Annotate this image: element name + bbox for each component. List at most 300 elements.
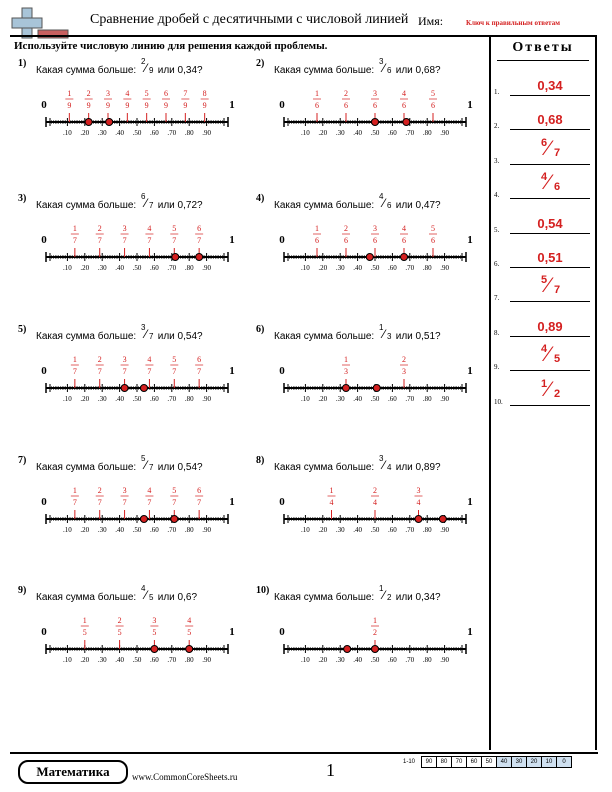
fraction-tick-numerator: 8 xyxy=(202,89,207,98)
fraction-tick-numerator: 1 xyxy=(315,89,319,98)
fraction-tick-numerator: 4 xyxy=(402,224,406,233)
number-line-start-label: 0 xyxy=(41,626,47,638)
fraction-tick-denominator: 6 xyxy=(344,236,348,245)
fraction-tick-4 xyxy=(145,486,153,519)
value-dot xyxy=(121,385,128,392)
decimal-tick-label: .30 xyxy=(335,264,345,272)
problem-number: 5) xyxy=(18,324,27,335)
number-line-start-label: 0 xyxy=(41,99,47,111)
fraction-tick-denominator: 5 xyxy=(152,628,157,637)
fraction-tick-1 xyxy=(328,486,336,519)
answer-row-7 xyxy=(494,274,592,304)
fraction-tick-numerator: 1 xyxy=(329,486,334,495)
decimal-tick-label: .80 xyxy=(184,129,194,137)
answer-line xyxy=(510,370,590,371)
answer-row-3 xyxy=(494,134,592,167)
answer-number: 7. xyxy=(494,294,500,303)
number-line-start-label: 0 xyxy=(41,365,47,377)
fraction-slash: ⁄ xyxy=(382,458,385,472)
answer-fraction-denominator: 6 xyxy=(554,181,561,194)
decimal-tick-label: .20 xyxy=(318,264,328,272)
fraction-tick-numerator: 2 xyxy=(97,355,102,364)
score-cell: 60 xyxy=(467,757,482,768)
answer-line xyxy=(510,95,590,96)
answer-row-4 xyxy=(494,171,592,201)
answer-line xyxy=(510,336,590,337)
fraction-tick-5 xyxy=(429,89,437,122)
fraction-tick-3 xyxy=(371,224,379,257)
fraction-tick-denominator: 7 xyxy=(122,367,127,376)
fraction-slash: ⁄ xyxy=(382,588,385,602)
fraction-tick-denominator: 7 xyxy=(122,498,127,507)
question-fraction xyxy=(139,57,155,75)
fraction-tick-6 xyxy=(195,355,203,388)
fraction-slash: ⁄ xyxy=(144,61,147,75)
fraction-tick-1 xyxy=(71,486,79,519)
answer-fraction-numerator: 1 xyxy=(541,377,548,390)
decimal-tick-label: .20 xyxy=(318,395,328,403)
value-dot xyxy=(151,646,158,653)
fraction-tick-numerator: 5 xyxy=(144,89,149,98)
fraction-slash: ⁄ xyxy=(144,458,147,472)
value-dot xyxy=(85,119,92,126)
value-dot xyxy=(342,385,349,392)
fraction-tick-denominator: 7 xyxy=(147,236,152,245)
number-line-end-label: 1 xyxy=(467,234,473,246)
fraction-denominator: 6 xyxy=(386,201,392,210)
value-dot xyxy=(140,516,147,523)
number-line-start-label: 0 xyxy=(279,626,285,638)
problem-3 xyxy=(18,193,248,303)
fraction-slash: ⁄ xyxy=(144,196,147,210)
fraction-tick-denominator: 3 xyxy=(344,367,348,376)
decimal-tick-label: .40 xyxy=(353,264,362,272)
fraction-tick-5 xyxy=(170,355,178,388)
decimal-tick-label: .10 xyxy=(63,656,72,664)
problem-number: 1) xyxy=(18,58,27,69)
fraction-tick-3 xyxy=(121,224,129,257)
fraction-tick-denominator: 5 xyxy=(187,628,192,637)
fraction-tick-2 xyxy=(96,355,104,388)
fraction-tick-numerator: 3 xyxy=(416,486,421,495)
number-line-end-label: 1 xyxy=(229,626,235,638)
problem-8 xyxy=(256,455,486,565)
site-url: www.CommonCoreSheets.ru xyxy=(132,772,238,782)
fraction-tick-4 xyxy=(145,355,153,388)
fraction-tick-4 xyxy=(123,89,131,122)
fraction-tick-numerator: 6 xyxy=(197,355,202,364)
question-prefix: Какая сумма больше: xyxy=(274,462,375,473)
fraction-numerator: 4 xyxy=(140,584,146,593)
fraction-tick-numerator: 3 xyxy=(122,355,127,364)
answer-number: 5. xyxy=(494,225,500,234)
fraction-tick-3 xyxy=(104,89,112,122)
decimal-tick-label: .30 xyxy=(335,395,345,403)
fraction-tick-numerator: 3 xyxy=(373,89,377,98)
answer-line xyxy=(510,129,590,130)
score-cell: 80 xyxy=(437,757,452,768)
fraction-tick-denominator: 7 xyxy=(97,236,102,245)
decimal-tick-label: .50 xyxy=(132,264,142,272)
fraction-tick-3 xyxy=(150,616,158,649)
decimal-tick-label: .50 xyxy=(370,395,380,403)
fraction-tick-numerator: 2 xyxy=(344,89,348,98)
fraction-tick-numerator: 5 xyxy=(431,89,435,98)
fraction-slash: ⁄ xyxy=(144,327,147,341)
fraction-tick-3 xyxy=(121,486,129,519)
fraction-tick-4 xyxy=(400,224,408,257)
fraction-denominator: 7 xyxy=(148,463,154,472)
fraction-tick-numerator: 3 xyxy=(152,616,157,625)
decimal-tick-label: .50 xyxy=(370,526,380,534)
answer-value: 0,68 xyxy=(537,112,563,128)
fraction-tick-numerator: 4 xyxy=(402,89,406,98)
number-line-end-label: 1 xyxy=(229,234,235,246)
answer-row-2 xyxy=(494,102,592,132)
answer-line xyxy=(510,233,590,234)
question-prefix: Какая сумма больше: xyxy=(36,200,137,211)
decimal-tick-label: .90 xyxy=(202,526,211,534)
fraction-tick-denominator: 6 xyxy=(373,236,377,245)
answer-fraction-denominator: 2 xyxy=(554,387,561,400)
fraction-tick-5 xyxy=(170,486,178,519)
fraction-tick-numerator: 1 xyxy=(82,616,87,625)
fraction-tick-4 xyxy=(145,224,153,257)
question-fraction xyxy=(377,584,393,602)
score-cell: 30 xyxy=(512,757,527,768)
fraction-numerator: 6 xyxy=(140,192,146,201)
answer-fraction-numerator: 4 xyxy=(541,343,548,356)
number-line xyxy=(256,84,486,146)
decimal-tick-label: .90 xyxy=(440,395,449,403)
score-cell: 0 xyxy=(557,757,572,768)
problem-number: 8) xyxy=(256,455,265,466)
fraction-numerator: 1 xyxy=(378,323,384,332)
value-dot xyxy=(372,646,379,653)
decimal-tick-label: .20 xyxy=(80,656,90,664)
fraction-tick-denominator: 6 xyxy=(402,101,406,110)
decimal-tick-label: .20 xyxy=(318,656,328,664)
problem-number: 6) xyxy=(256,324,265,335)
decimal-tick-label: .40 xyxy=(115,395,124,403)
decimal-tick-label: .10 xyxy=(301,656,310,664)
fraction-tick-5 xyxy=(170,224,178,257)
fraction-tick-denominator: 7 xyxy=(72,498,77,507)
fraction-tick-4 xyxy=(400,89,408,122)
fraction-tick-1 xyxy=(71,355,79,388)
problem-question xyxy=(36,192,203,211)
number-line-end-label: 1 xyxy=(467,626,473,638)
fraction-tick-numerator: 2 xyxy=(344,224,348,233)
question-fraction xyxy=(377,454,393,472)
value-dot xyxy=(172,254,179,261)
number-line xyxy=(256,350,486,412)
score-row xyxy=(397,757,572,768)
score-cell: 20 xyxy=(527,757,542,768)
fraction-denominator: 4 xyxy=(386,463,392,472)
decimal-tick-label: .70 xyxy=(405,656,415,664)
decimal-tick-label: .90 xyxy=(202,129,211,137)
question-prefix: Какая сумма больше: xyxy=(36,592,137,603)
answer-number: 1. xyxy=(494,88,500,96)
question-fraction xyxy=(139,584,155,602)
value-dot xyxy=(401,254,408,261)
decimal-tick-label: .60 xyxy=(150,656,159,664)
fraction-tick-denominator: 7 xyxy=(97,367,102,376)
problem-question xyxy=(274,454,441,473)
question-fraction xyxy=(139,192,155,210)
decimal-tick-label: .30 xyxy=(335,656,345,664)
header-divider xyxy=(10,35,490,37)
fraction-tick-numerator: 5 xyxy=(172,355,177,364)
answer-number: 9. xyxy=(494,363,500,372)
decimal-tick-label: .80 xyxy=(184,656,194,664)
problem-question xyxy=(36,57,203,76)
decimal-tick-label: .80 xyxy=(422,129,432,137)
question-fraction xyxy=(377,323,393,341)
decimal-tick-label: .80 xyxy=(184,526,194,534)
decimal-tick-label: .70 xyxy=(167,526,177,534)
fraction-tick-2 xyxy=(85,89,93,122)
answer-key-label: Ключ к правильным ответам xyxy=(466,19,560,27)
decimal-tick-label: .70 xyxy=(405,526,415,534)
fraction-tick-numerator: 1 xyxy=(344,355,348,364)
fraction-tick-6 xyxy=(162,89,170,122)
decimal-tick-label: .70 xyxy=(405,395,415,403)
fraction-tick-denominator: 9 xyxy=(164,101,168,110)
fraction-slash: ⁄ xyxy=(382,61,385,75)
decimal-tick-label: .70 xyxy=(167,395,177,403)
question-fraction xyxy=(139,323,155,341)
decimal-tick-label: .40 xyxy=(115,656,124,664)
decimal-tick-label: .50 xyxy=(132,129,142,137)
question-decimal: или 0,6? xyxy=(157,592,198,603)
fraction-tick-numerator: 1 xyxy=(72,486,77,495)
decimal-tick-label: .30 xyxy=(97,656,107,664)
problem-6 xyxy=(256,324,486,434)
fraction-tick-denominator: 6 xyxy=(344,101,348,110)
fraction-tick-numerator: 2 xyxy=(117,616,122,625)
question-decimal: или 0,51? xyxy=(395,331,441,342)
value-dot xyxy=(373,385,380,392)
fraction-tick-denominator: 4 xyxy=(416,498,421,507)
number-line-start-label: 0 xyxy=(41,496,47,508)
answer-number: 10. xyxy=(494,397,503,406)
answer-number: 2. xyxy=(494,122,500,131)
fraction-tick-numerator: 2 xyxy=(97,486,102,495)
problem-question xyxy=(274,57,441,76)
decimal-tick-label: .10 xyxy=(301,264,310,272)
answer-row-10 xyxy=(494,375,592,408)
decimal-tick-label: .40 xyxy=(115,264,124,272)
problem-number: 10) xyxy=(256,585,270,596)
fraction-tick-3 xyxy=(371,89,379,122)
problem-1 xyxy=(18,58,248,168)
decimal-tick-label: .50 xyxy=(370,656,380,664)
fraction-tick-1 xyxy=(65,89,73,122)
value-dot xyxy=(403,119,410,126)
value-dot xyxy=(344,646,351,653)
fraction-tick-1 xyxy=(313,89,321,122)
question-prefix: Какая сумма больше: xyxy=(36,331,137,342)
page-number: 1 xyxy=(326,760,335,780)
score-cell: 90 xyxy=(422,757,437,768)
question-prefix: Какая сумма больше: xyxy=(274,592,375,603)
decimal-tick-label: .60 xyxy=(388,264,397,272)
answer-fraction-slash: ⁄ xyxy=(546,341,550,367)
decimal-tick-label: .60 xyxy=(150,264,159,272)
value-dot xyxy=(366,254,373,261)
fraction-tick-denominator: 7 xyxy=(172,367,177,376)
decimal-tick-label: .60 xyxy=(388,656,397,664)
decimal-tick-label: .90 xyxy=(440,656,449,664)
instructions: Используйте числовую линию для решения каждой проблемы. xyxy=(14,40,328,52)
fraction-tick-4 xyxy=(185,616,193,649)
answer-number: 8. xyxy=(494,328,500,337)
decimal-tick-label: .60 xyxy=(150,129,159,137)
answer-fraction-slash: ⁄ xyxy=(546,272,550,298)
fraction-denominator: 2 xyxy=(386,593,392,602)
fraction-tick-numerator: 1 xyxy=(373,616,377,625)
answer-fraction-denominator: 5 xyxy=(554,353,561,366)
page-title: Сравнение дробей с десятичными с числовой линией xyxy=(90,12,409,27)
fraction-tick-1 xyxy=(71,224,79,257)
score-cell: 50 xyxy=(482,757,497,768)
score-table xyxy=(397,756,572,768)
decimal-tick-label: .90 xyxy=(202,395,211,403)
problem-number: 4) xyxy=(256,193,265,204)
fraction-tick-numerator: 2 xyxy=(373,486,377,495)
fraction-denominator: 5 xyxy=(148,593,154,602)
fraction-numerator: 5 xyxy=(140,454,146,463)
fraction-tick-numerator: 4 xyxy=(187,616,192,625)
fraction-tick-numerator: 4 xyxy=(147,486,152,495)
decimal-tick-label: .10 xyxy=(301,129,310,137)
fraction-tick-numerator: 1 xyxy=(72,355,77,364)
score-cell: 70 xyxy=(452,757,467,768)
fraction-tick-2 xyxy=(371,486,379,519)
number-line xyxy=(18,219,248,281)
answer-value: 0,51 xyxy=(537,250,563,265)
answer-line xyxy=(510,267,590,268)
problem-question xyxy=(36,323,203,342)
number-line-start-label: 0 xyxy=(279,99,285,111)
answer-fraction-slash: ⁄ xyxy=(546,169,550,195)
fraction-tick-denominator: 7 xyxy=(72,236,77,245)
fraction-tick-denominator: 4 xyxy=(373,498,377,507)
fraction-tick-denominator: 7 xyxy=(172,498,177,507)
answer-fraction-numerator: 5 xyxy=(541,274,548,287)
answer-row-9 xyxy=(494,343,592,373)
fraction-slash: ⁄ xyxy=(382,196,385,210)
fraction-tick-6 xyxy=(195,486,203,519)
fraction-tick-denominator: 3 xyxy=(402,367,406,376)
answer-row-5 xyxy=(494,206,592,236)
fraction-tick-denominator: 9 xyxy=(125,101,130,110)
score-cell: 40 xyxy=(497,757,512,768)
answer-fraction-numerator: 6 xyxy=(541,136,548,149)
fraction-tick-3 xyxy=(415,486,423,519)
decimal-tick-label: .60 xyxy=(388,129,397,137)
decimal-tick-label: .20 xyxy=(318,526,328,534)
answer-number: 4. xyxy=(494,191,500,200)
decimal-tick-label: .80 xyxy=(184,264,194,272)
number-line xyxy=(18,611,248,673)
decimal-tick-label: .80 xyxy=(422,656,432,664)
fraction-tick-denominator: 7 xyxy=(197,236,202,245)
decimal-tick-label: .60 xyxy=(150,526,159,534)
answer-fraction-denominator: 7 xyxy=(554,146,561,159)
number-line xyxy=(256,481,486,543)
number-line-start-label: 0 xyxy=(279,365,285,377)
decimal-tick-label: .80 xyxy=(422,264,432,272)
fraction-tick-numerator: 3 xyxy=(373,224,377,233)
question-decimal: или 0,47? xyxy=(395,200,441,211)
fraction-tick-denominator: 6 xyxy=(431,236,435,245)
fraction-tick-5 xyxy=(429,224,437,257)
fraction-tick-numerator: 3 xyxy=(122,486,127,495)
fraction-tick-5 xyxy=(143,89,151,122)
decimal-tick-label: .90 xyxy=(440,264,449,272)
decimal-tick-label: .60 xyxy=(150,395,159,403)
value-dot xyxy=(415,516,422,523)
fraction-tick-denominator: 7 xyxy=(147,367,152,376)
fraction-tick-denominator: 7 xyxy=(122,236,127,245)
decimal-tick-label: .30 xyxy=(335,526,345,534)
decimal-tick-label: .10 xyxy=(301,395,310,403)
number-line-end-label: 1 xyxy=(229,496,235,508)
answer-value: 0,89 xyxy=(537,318,563,334)
fraction-tick-1 xyxy=(313,224,321,257)
value-dot xyxy=(186,646,193,653)
decimal-tick-label: .30 xyxy=(335,129,345,137)
problem-question xyxy=(274,192,441,211)
fraction-numerator: 3 xyxy=(378,454,384,463)
question-decimal: или 0,68? xyxy=(395,65,441,76)
problem-number: 9) xyxy=(18,585,27,596)
answer-fraction xyxy=(510,134,590,163)
score-cell: 10 xyxy=(542,757,557,768)
question-prefix: Какая сумма больше: xyxy=(274,200,375,211)
answer-value: 0,54 xyxy=(537,215,563,231)
question-decimal: или 0,72? xyxy=(157,200,203,211)
number-line-start-label: 0 xyxy=(41,234,47,246)
decimal-tick-label: .30 xyxy=(97,526,107,534)
problem-10 xyxy=(256,585,486,695)
decimal-tick-label: .80 xyxy=(422,395,432,403)
problem-question xyxy=(274,584,441,603)
fraction-tick-numerator: 3 xyxy=(122,224,127,233)
score-range-label: 1-10 xyxy=(402,759,415,765)
problem-7 xyxy=(18,455,248,565)
question-prefix: Какая сумма больше: xyxy=(36,462,137,473)
decimal-tick-label: .10 xyxy=(63,264,72,272)
answer-fraction xyxy=(510,171,590,197)
answer-row-6 xyxy=(494,240,592,270)
fraction-denominator: 7 xyxy=(148,201,154,210)
decimal-tick-label: .80 xyxy=(422,526,432,534)
fraction-tick-2 xyxy=(342,224,350,257)
decimal-tick-label: .90 xyxy=(440,526,449,534)
decimal-tick-label: .20 xyxy=(80,395,90,403)
question-fraction xyxy=(377,192,393,210)
fraction-tick-numerator: 2 xyxy=(86,89,91,98)
answers-title-underline xyxy=(497,60,589,61)
answer-line xyxy=(510,198,590,199)
answer-fraction-numerator: 4 xyxy=(541,171,548,184)
answer-fraction-slash: ⁄ xyxy=(546,375,550,401)
decimal-tick-label: .10 xyxy=(301,526,310,534)
